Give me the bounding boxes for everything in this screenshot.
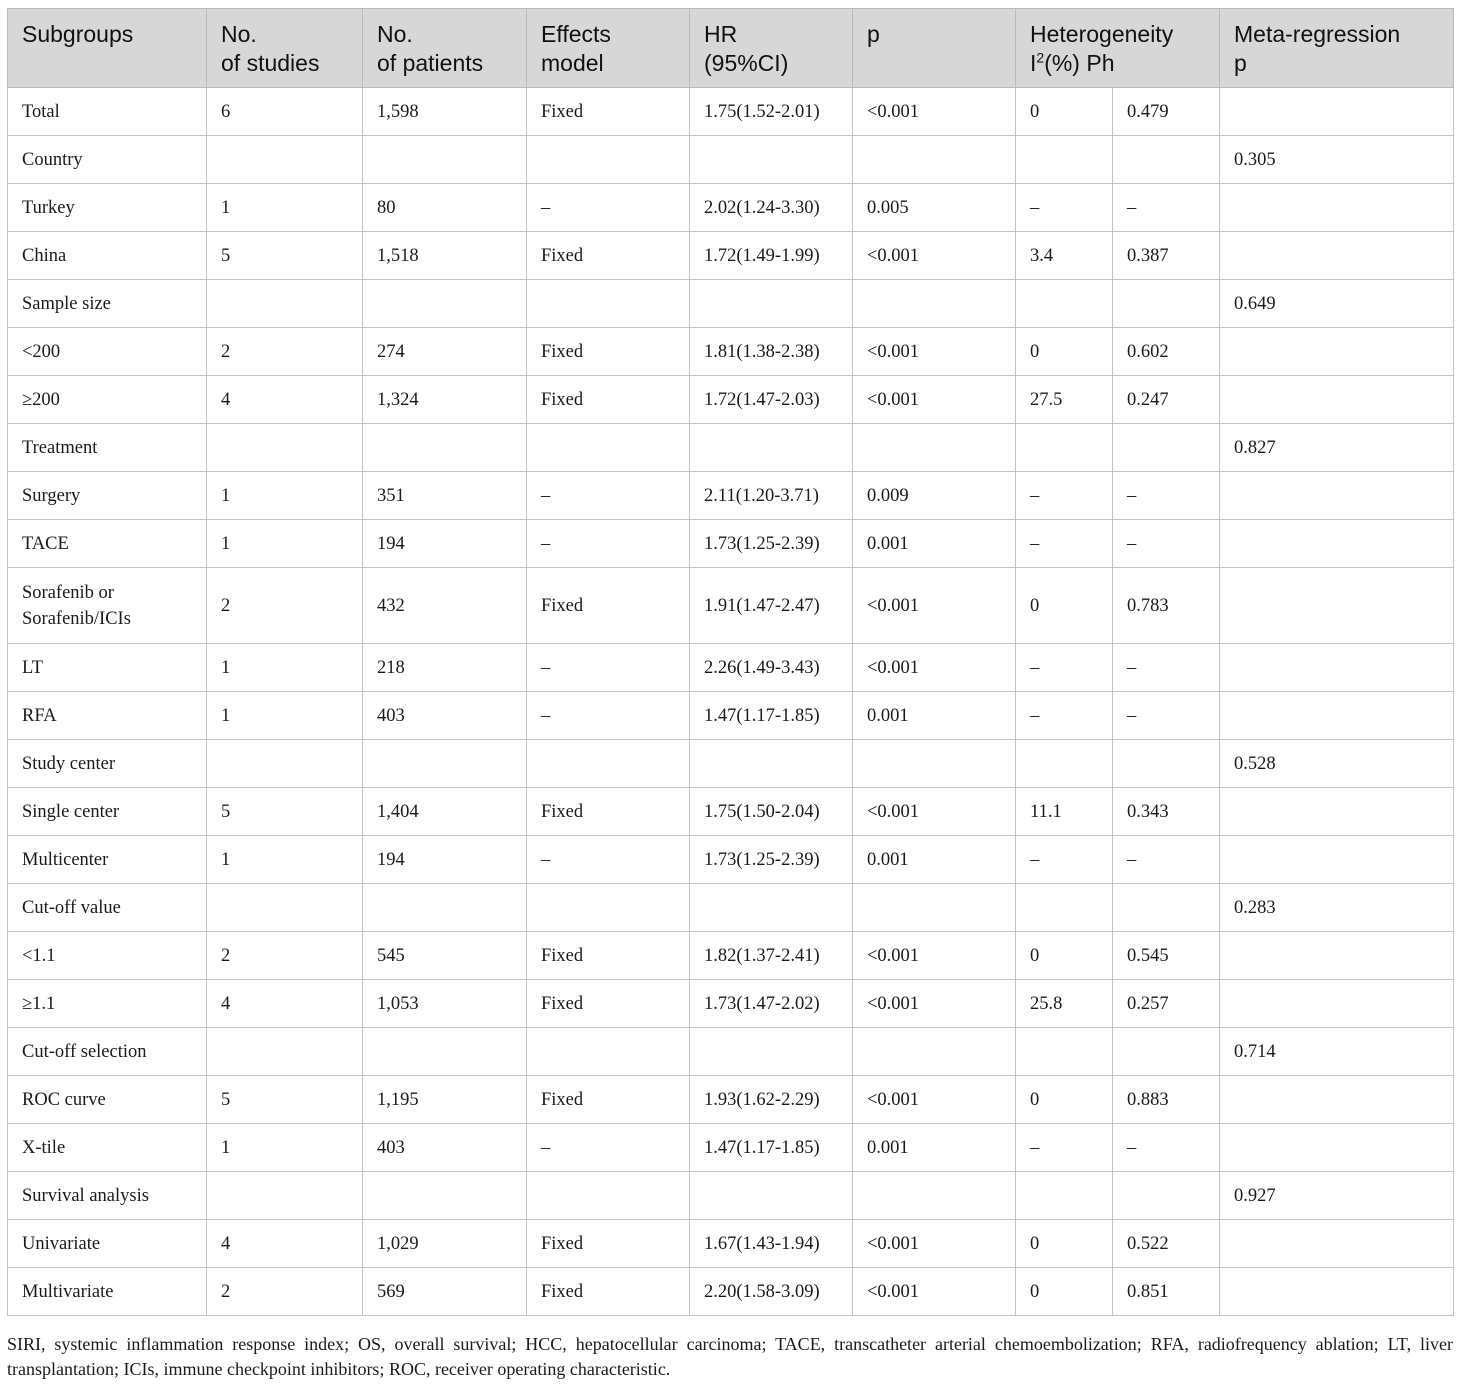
cell-subgroup: <200 (8, 328, 207, 376)
cell-studies: 6 (207, 88, 363, 136)
header-studies: No. of studies (207, 9, 363, 88)
table-row (8, 184, 1454, 232)
cell-patients: 432 (363, 568, 527, 644)
cell-ph: 0.851 (1113, 1268, 1220, 1316)
cell-meta-regression-p: 0.927 (1220, 1172, 1454, 1220)
cell-meta-regression-p: 0.714 (1220, 1028, 1454, 1076)
table-row (8, 520, 1454, 568)
cell-subgroup: ≥1.1 (8, 980, 207, 1028)
cell-hr (690, 884, 853, 932)
table-row (8, 568, 1454, 644)
cell-effects-model: – (527, 184, 690, 232)
cell-i2: 25.8 (1016, 980, 1113, 1028)
cell-hr: 2.02(1.24-3.30) (690, 184, 853, 232)
cell-i2: 0 (1016, 328, 1113, 376)
table-body (8, 88, 1454, 1316)
cell-effects-model: Fixed (527, 1220, 690, 1268)
cell-ph: 0.783 (1113, 568, 1220, 644)
cell-studies: 2 (207, 568, 363, 644)
cell-studies: 2 (207, 932, 363, 980)
cell-meta-regression-p (1220, 1220, 1454, 1268)
table-row (8, 472, 1454, 520)
cell-effects-model: Fixed (527, 980, 690, 1028)
cell-hr (690, 280, 853, 328)
cell-p: <0.001 (853, 1268, 1016, 1316)
cell-effects-model: – (527, 1124, 690, 1172)
cell-meta-regression-p (1220, 232, 1454, 280)
cell-studies (207, 424, 363, 472)
cell-p: <0.001 (853, 644, 1016, 692)
table-row (8, 1028, 1454, 1076)
cell-i2 (1016, 280, 1113, 328)
cell-effects-model (527, 884, 690, 932)
cell-i2: 0 (1016, 1076, 1113, 1124)
cell-p (853, 884, 1016, 932)
cell-p: <0.001 (853, 1220, 1016, 1268)
cell-studies: 2 (207, 1268, 363, 1316)
cell-ph (1113, 280, 1220, 328)
cell-studies (207, 136, 363, 184)
table-row (8, 328, 1454, 376)
cell-i2: 0 (1016, 88, 1113, 136)
cell-meta-regression-p (1220, 980, 1454, 1028)
cell-hr: 1.93(1.62-2.29) (690, 1076, 853, 1124)
cell-patients: 1,195 (363, 1076, 527, 1124)
cell-p (853, 136, 1016, 184)
cell-patients (363, 884, 527, 932)
cell-studies (207, 1172, 363, 1220)
table-row (8, 836, 1454, 884)
cell-patients (363, 1028, 527, 1076)
table-row (8, 884, 1454, 932)
cell-studies (207, 1028, 363, 1076)
cell-subgroup: Multicenter (8, 836, 207, 884)
cell-ph: 0.602 (1113, 328, 1220, 376)
cell-studies: 5 (207, 1076, 363, 1124)
cell-p: 0.005 (853, 184, 1016, 232)
cell-effects-model: Fixed (527, 788, 690, 836)
cell-effects-model: Fixed (527, 1076, 690, 1124)
table-footnote: SIRI, systemic inflammation response index; OS, overall survival; HCC, hepatocellular carcinoma; TACE, transcatheter arterial chemoembolization; RFA, radiofrequency ablation; LT, liver transplantation; ICIs, immune checkpoint inhibitors; ROC, receiver operating characteristic. (7, 1334, 1453, 1379)
cell-p: <0.001 (853, 932, 1016, 980)
cell-subgroup: Surgery (8, 472, 207, 520)
cell-p (853, 740, 1016, 788)
subgroup-analysis-table (7, 8, 1454, 1316)
cell-meta-regression-p (1220, 184, 1454, 232)
cell-subgroup: Cut-off selection (8, 1028, 207, 1076)
cell-ph: – (1113, 692, 1220, 740)
cell-subgroup: X-tile (8, 1124, 207, 1172)
cell-ph: 0.257 (1113, 980, 1220, 1028)
cell-studies: 1 (207, 644, 363, 692)
cell-hr: 1.67(1.43-1.94) (690, 1220, 853, 1268)
cell-patients: 80 (363, 184, 527, 232)
cell-ph: – (1113, 1124, 1220, 1172)
header-subgroups: Subgroups (8, 9, 207, 88)
cell-patients: 351 (363, 472, 527, 520)
cell-meta-regression-p (1220, 568, 1454, 644)
cell-patients: 218 (363, 644, 527, 692)
cell-subgroup: Turkey (8, 184, 207, 232)
cell-i2: – (1016, 644, 1113, 692)
cell-hr: 1.73(1.25-2.39) (690, 836, 853, 884)
cell-patients: 1,324 (363, 376, 527, 424)
cell-subgroup: Single center (8, 788, 207, 836)
cell-subgroup: Sorafenib or Sorafenib/ICIs (8, 568, 207, 644)
table-row (8, 692, 1454, 740)
cell-i2: – (1016, 184, 1113, 232)
cell-meta-regression-p: 0.827 (1220, 424, 1454, 472)
cell-ph: 0.883 (1113, 1076, 1220, 1124)
table-row (8, 644, 1454, 692)
cell-p: <0.001 (853, 980, 1016, 1028)
cell-i2: 0 (1016, 932, 1113, 980)
cell-hr (690, 424, 853, 472)
cell-p: 0.001 (853, 1124, 1016, 1172)
cell-meta-regression-p: 0.305 (1220, 136, 1454, 184)
table-row (8, 136, 1454, 184)
cell-patients: 1,518 (363, 232, 527, 280)
cell-subgroup: Sample size (8, 280, 207, 328)
cell-meta-regression-p (1220, 836, 1454, 884)
header-hr: HR (95%CI) (690, 9, 853, 88)
table-container (7, 8, 1453, 1316)
cell-i2: 0 (1016, 1268, 1113, 1316)
table-row (8, 1172, 1454, 1220)
cell-effects-model: Fixed (527, 376, 690, 424)
cell-hr (690, 136, 853, 184)
cell-ph (1113, 424, 1220, 472)
cell-i2: – (1016, 1124, 1113, 1172)
cell-effects-model (527, 740, 690, 788)
cell-i2: – (1016, 472, 1113, 520)
cell-effects-model: Fixed (527, 932, 690, 980)
cell-effects-model: – (527, 644, 690, 692)
cell-effects-model (527, 424, 690, 472)
cell-ph: – (1113, 836, 1220, 884)
cell-i2: 3.4 (1016, 232, 1113, 280)
cell-subgroup: LT (8, 644, 207, 692)
table-row (8, 424, 1454, 472)
table-row (8, 1220, 1454, 1268)
cell-ph (1113, 1172, 1220, 1220)
cell-patients: 1,029 (363, 1220, 527, 1268)
cell-meta-regression-p (1220, 328, 1454, 376)
cell-patients: 194 (363, 836, 527, 884)
cell-ph: 0.247 (1113, 376, 1220, 424)
cell-effects-model: – (527, 472, 690, 520)
cell-patients: 1,053 (363, 980, 527, 1028)
cell-studies: 4 (207, 376, 363, 424)
cell-effects-model (527, 136, 690, 184)
cell-meta-regression-p (1220, 692, 1454, 740)
cell-p: 0.001 (853, 520, 1016, 568)
cell-ph: 0.343 (1113, 788, 1220, 836)
cell-hr: 1.47(1.17-1.85) (690, 692, 853, 740)
cell-subgroup: Total (8, 88, 207, 136)
cell-subgroup: ROC curve (8, 1076, 207, 1124)
cell-patients (363, 136, 527, 184)
cell-patients: 403 (363, 1124, 527, 1172)
cell-hr: 1.72(1.47-2.03) (690, 376, 853, 424)
cell-patients: 545 (363, 932, 527, 980)
cell-effects-model (527, 1028, 690, 1076)
table-row (8, 788, 1454, 836)
cell-meta-regression-p: 0.649 (1220, 280, 1454, 328)
cell-p: <0.001 (853, 328, 1016, 376)
cell-studies: 1 (207, 472, 363, 520)
table-row (8, 232, 1454, 280)
cell-meta-regression-p (1220, 1268, 1454, 1316)
cell-i2: – (1016, 836, 1113, 884)
cell-i2: 11.1 (1016, 788, 1113, 836)
cell-subgroup: Survival analysis (8, 1172, 207, 1220)
cell-patients: 1,404 (363, 788, 527, 836)
cell-i2 (1016, 136, 1113, 184)
cell-effects-model: Fixed (527, 88, 690, 136)
cell-hr: 2.26(1.49-3.43) (690, 644, 853, 692)
cell-hr: 1.81(1.38-2.38) (690, 328, 853, 376)
cell-effects-model: – (527, 836, 690, 884)
cell-subgroup: ≥200 (8, 376, 207, 424)
table-row (8, 740, 1454, 788)
cell-ph (1113, 136, 1220, 184)
cell-effects-model: Fixed (527, 568, 690, 644)
cell-ph: 0.545 (1113, 932, 1220, 980)
cell-studies: 1 (207, 184, 363, 232)
cell-meta-regression-p: 0.283 (1220, 884, 1454, 932)
cell-i2: – (1016, 520, 1113, 568)
cell-hr: 1.73(1.47-2.02) (690, 980, 853, 1028)
cell-subgroup: TACE (8, 520, 207, 568)
cell-hr (690, 1172, 853, 1220)
cell-p: 0.001 (853, 692, 1016, 740)
cell-p: <0.001 (853, 376, 1016, 424)
table-row (8, 932, 1454, 980)
cell-hr: 1.91(1.47-2.47) (690, 568, 853, 644)
cell-studies: 1 (207, 1124, 363, 1172)
cell-effects-model (527, 280, 690, 328)
header-p: p (853, 9, 1016, 88)
header-meta-regression: Meta-regression p (1220, 9, 1454, 88)
cell-ph (1113, 884, 1220, 932)
cell-hr: 2.20(1.58-3.09) (690, 1268, 853, 1316)
table-row (8, 1268, 1454, 1316)
cell-i2 (1016, 740, 1113, 788)
cell-studies: 1 (207, 836, 363, 884)
cell-subgroup: Cut-off value (8, 884, 207, 932)
cell-p: <0.001 (853, 568, 1016, 644)
cell-meta-regression-p (1220, 932, 1454, 980)
cell-subgroup: Univariate (8, 1220, 207, 1268)
cell-hr: 1.72(1.49-1.99) (690, 232, 853, 280)
cell-p (853, 424, 1016, 472)
table-row (8, 376, 1454, 424)
cell-studies: 1 (207, 692, 363, 740)
table-row (8, 1076, 1454, 1124)
cell-p (853, 1028, 1016, 1076)
cell-subgroup: Multivariate (8, 1268, 207, 1316)
cell-p: <0.001 (853, 788, 1016, 836)
cell-meta-regression-p (1220, 88, 1454, 136)
header-heterogeneity: Heterogeneity $I^2(\%)$ Ph (1016, 9, 1220, 88)
cell-studies: 5 (207, 788, 363, 836)
cell-meta-regression-p (1220, 376, 1454, 424)
cell-studies: 4 (207, 1220, 363, 1268)
cell-subgroup: Country (8, 136, 207, 184)
cell-i2 (1016, 884, 1113, 932)
cell-hr (690, 1028, 853, 1076)
cell-meta-regression-p: 0.528 (1220, 740, 1454, 788)
cell-effects-model: – (527, 692, 690, 740)
cell-studies: 2 (207, 328, 363, 376)
cell-meta-regression-p (1220, 644, 1454, 692)
cell-subgroup: <1.1 (8, 932, 207, 980)
cell-studies (207, 280, 363, 328)
header-patients: No. of patients (363, 9, 527, 88)
cell-subgroup: Study center (8, 740, 207, 788)
cell-meta-regression-p (1220, 520, 1454, 568)
cell-p: 0.001 (853, 836, 1016, 884)
cell-i2: – (1016, 692, 1113, 740)
cell-hr: 1.82(1.37-2.41) (690, 932, 853, 980)
cell-i2: 0 (1016, 568, 1113, 644)
cell-effects-model: – (527, 520, 690, 568)
cell-i2 (1016, 1028, 1113, 1076)
cell-hr: 1.73(1.25-2.39) (690, 520, 853, 568)
cell-hr: 2.11(1.20-3.71) (690, 472, 853, 520)
cell-p: <0.001 (853, 1076, 1016, 1124)
table-row (8, 280, 1454, 328)
cell-patients (363, 740, 527, 788)
cell-meta-regression-p (1220, 788, 1454, 836)
cell-patients: 274 (363, 328, 527, 376)
cell-hr: 1.75(1.52-2.01) (690, 88, 853, 136)
cell-patients: 194 (363, 520, 527, 568)
cell-patients: 1,598 (363, 88, 527, 136)
cell-hr: 1.75(1.50-2.04) (690, 788, 853, 836)
cell-hr (690, 740, 853, 788)
cell-meta-regression-p (1220, 1076, 1454, 1124)
cell-subgroup: Treatment (8, 424, 207, 472)
cell-p: <0.001 (853, 232, 1016, 280)
cell-studies (207, 884, 363, 932)
cell-studies: 1 (207, 520, 363, 568)
cell-patients: 403 (363, 692, 527, 740)
cell-ph: 0.522 (1113, 1220, 1220, 1268)
cell-ph: – (1113, 644, 1220, 692)
cell-subgroup: China (8, 232, 207, 280)
cell-effects-model: Fixed (527, 1268, 690, 1316)
cell-ph: 0.387 (1113, 232, 1220, 280)
cell-studies (207, 740, 363, 788)
cell-p (853, 280, 1016, 328)
cell-meta-regression-p (1220, 472, 1454, 520)
cell-ph: – (1113, 184, 1220, 232)
cell-patients (363, 280, 527, 328)
cell-p: 0.009 (853, 472, 1016, 520)
header-row (8, 9, 1454, 88)
cell-studies: 5 (207, 232, 363, 280)
cell-patients: 569 (363, 1268, 527, 1316)
cell-p: <0.001 (853, 88, 1016, 136)
cell-i2: 0 (1016, 1220, 1113, 1268)
table-row (8, 1124, 1454, 1172)
cell-hr: 1.47(1.17-1.85) (690, 1124, 853, 1172)
cell-studies: 4 (207, 980, 363, 1028)
cell-ph (1113, 740, 1220, 788)
cell-i2: 27.5 (1016, 376, 1113, 424)
table-row (8, 88, 1454, 136)
cell-effects-model (527, 1172, 690, 1220)
cell-i2 (1016, 1172, 1113, 1220)
cell-p (853, 1172, 1016, 1220)
cell-patients (363, 1172, 527, 1220)
cell-i2 (1016, 424, 1113, 472)
cell-ph (1113, 1028, 1220, 1076)
cell-ph: 0.479 (1113, 88, 1220, 136)
header-effects-model: Effects model (527, 9, 690, 88)
cell-effects-model: Fixed (527, 232, 690, 280)
cell-effects-model: Fixed (527, 328, 690, 376)
cell-ph: – (1113, 472, 1220, 520)
cell-meta-regression-p (1220, 1124, 1454, 1172)
cell-subgroup: RFA (8, 692, 207, 740)
cell-ph: – (1113, 520, 1220, 568)
table-row (8, 980, 1454, 1028)
cell-patients (363, 424, 527, 472)
